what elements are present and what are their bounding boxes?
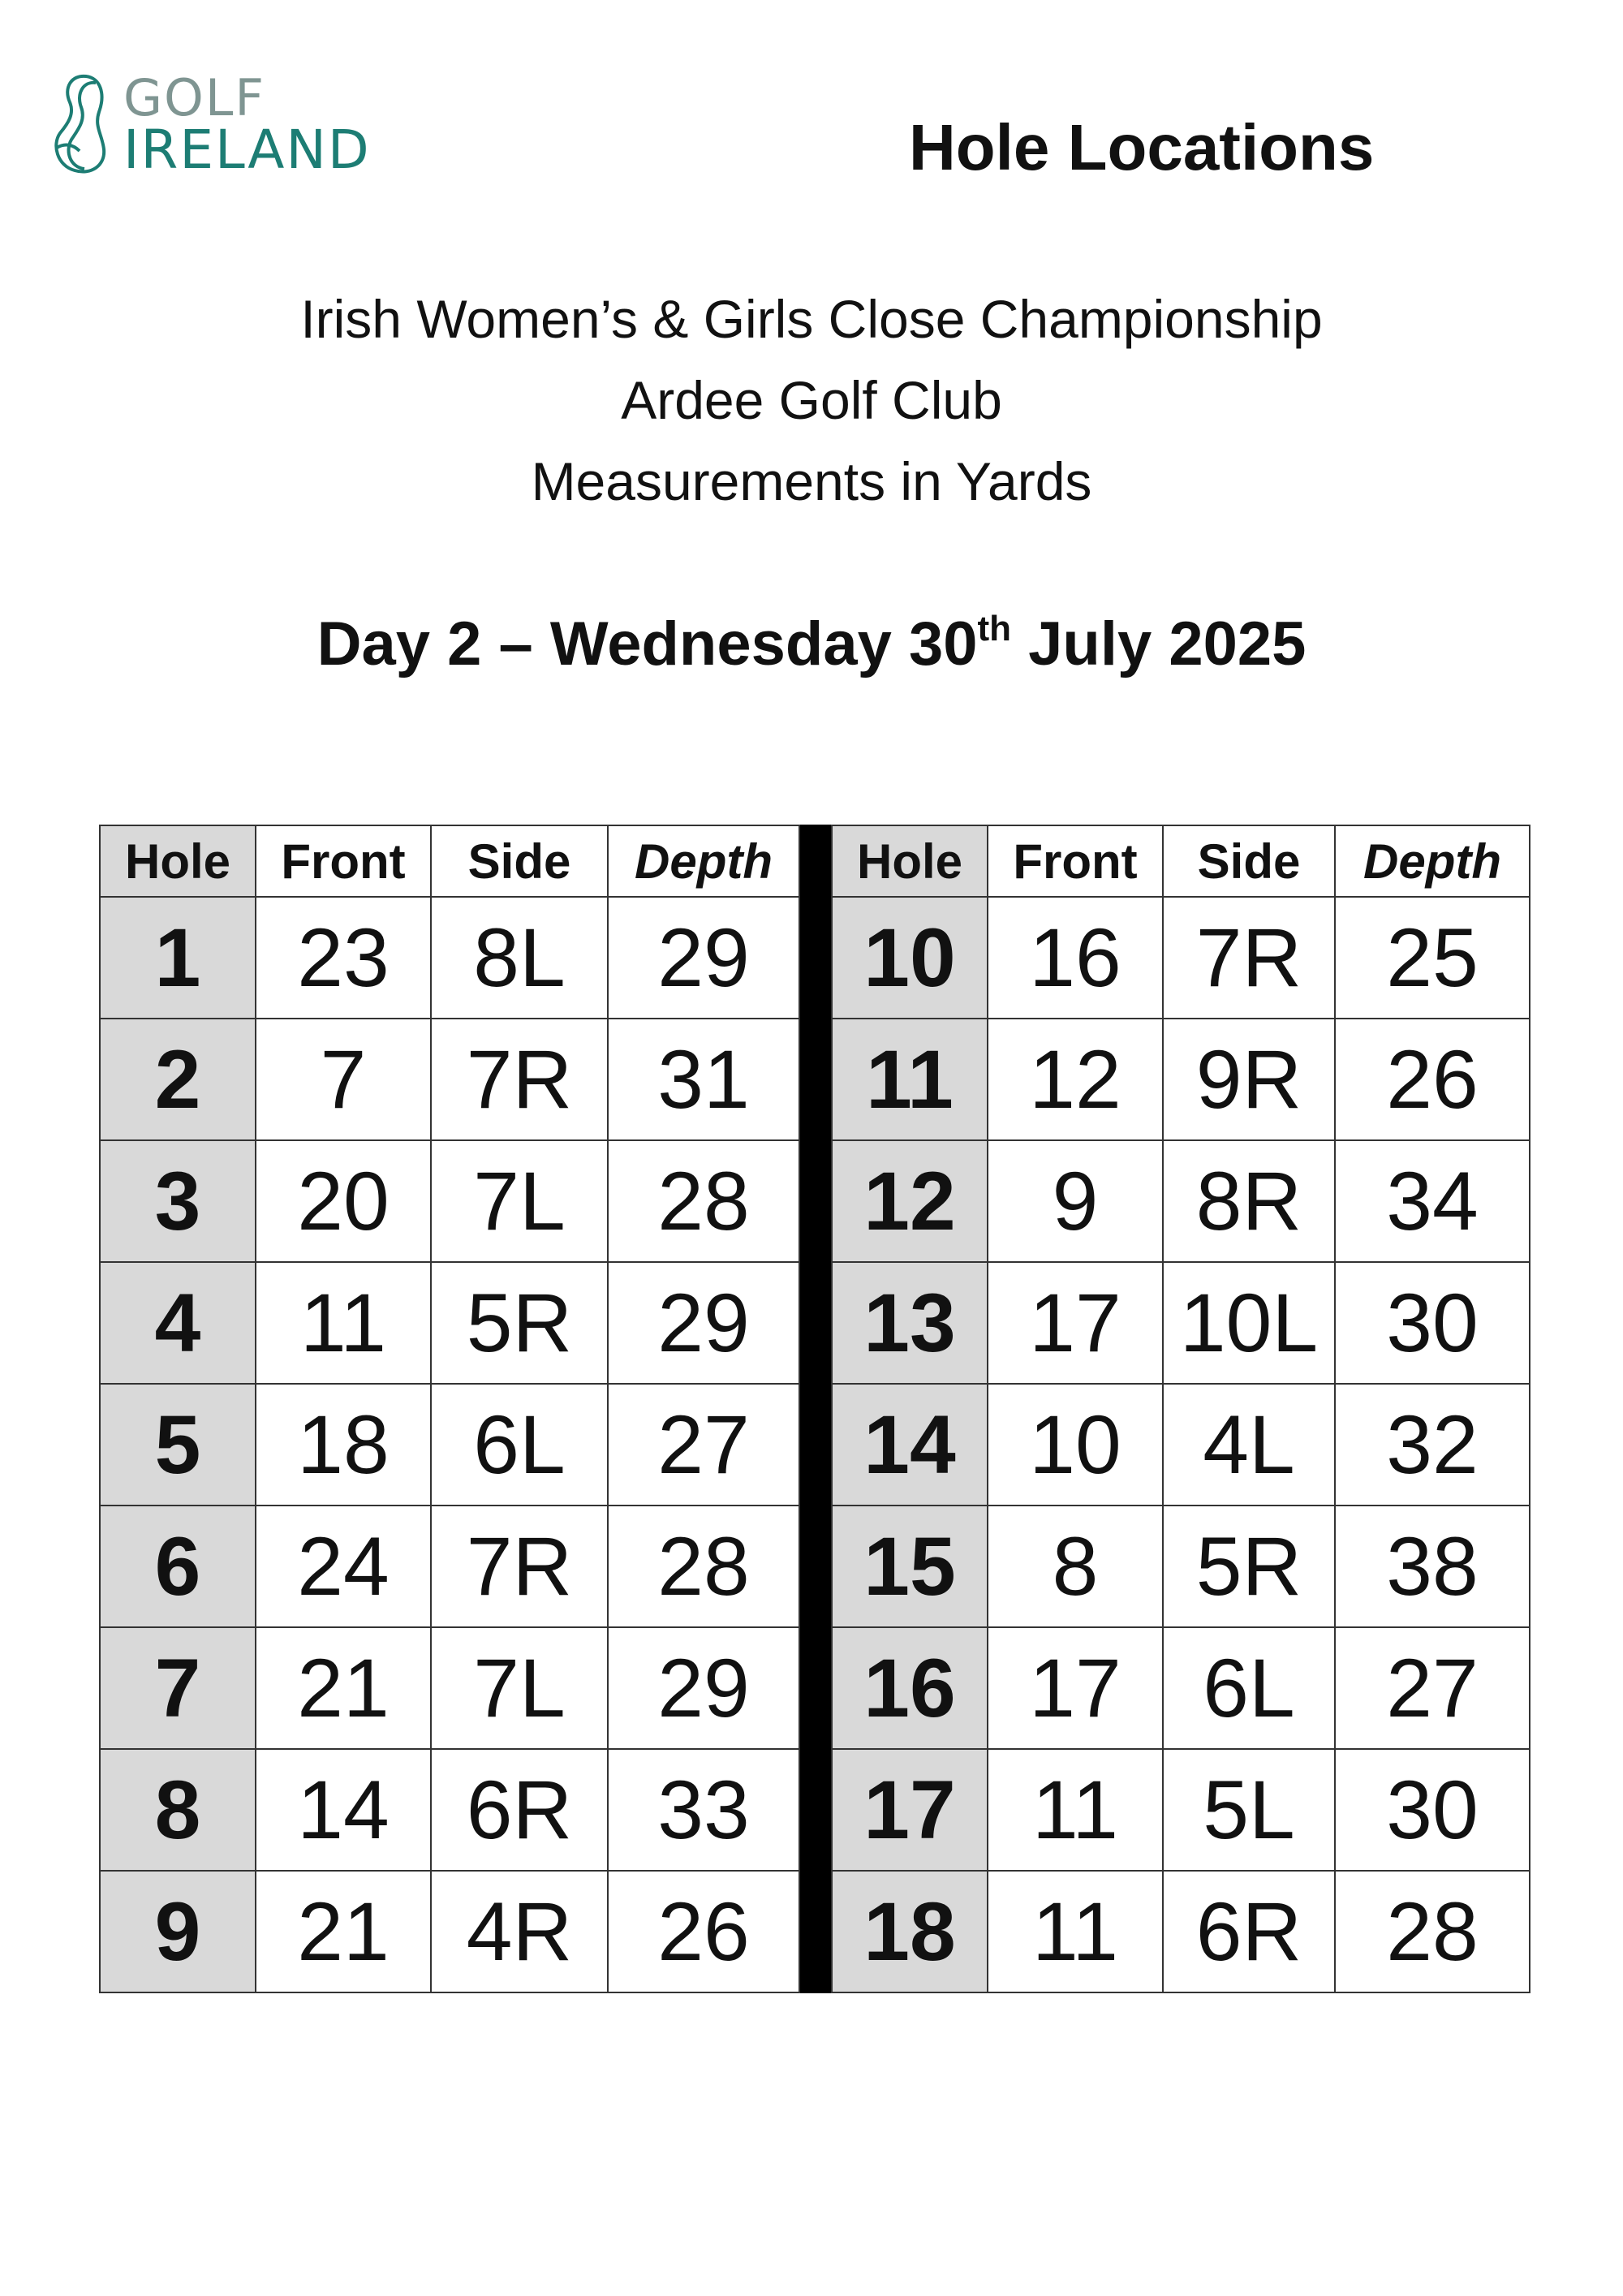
event-name: Irish Women’s & Girls Close Championship: [300, 289, 1323, 349]
front-nine-table: [99, 825, 800, 1993]
front-cell: 8: [988, 1506, 1163, 1627]
depth-cell: 25: [1335, 897, 1530, 1019]
table-header-row: [100, 825, 799, 897]
side-cell: 6R: [1163, 1871, 1335, 1992]
day-heading-prefix: Day 2 – Wednesday 30: [316, 610, 978, 678]
table-row: [100, 897, 799, 1019]
depth-cell: 38: [1335, 1506, 1530, 1627]
table-row: [100, 1262, 799, 1384]
table-row: [100, 1871, 799, 1992]
side-cell: 10L: [1163, 1262, 1335, 1384]
depth-cell: 32: [1335, 1384, 1530, 1506]
side-cell: 4R: [431, 1871, 608, 1992]
front-cell: 17: [988, 1262, 1163, 1384]
front-cell: 11: [988, 1749, 1163, 1871]
table-row: [832, 1262, 1530, 1384]
column-header-front: Front: [988, 825, 1163, 897]
page-title: Hole Locations: [909, 111, 1375, 183]
logo-text-ireland: IRELAND: [123, 118, 371, 181]
front-cell: 11: [988, 1871, 1163, 1992]
depth-cell: 30: [1335, 1262, 1530, 1384]
column-header-side: Side: [431, 825, 608, 897]
column-header-side: Side: [1163, 825, 1335, 897]
depth-cell: 29: [608, 897, 799, 1019]
hole-number-cell: 12: [832, 1140, 988, 1262]
table-row: [832, 897, 1530, 1019]
hole-number-cell: 5: [100, 1384, 256, 1506]
front-cell: 18: [256, 1384, 431, 1506]
table-row: [100, 1627, 799, 1749]
venue-name: Ardee Golf Club: [621, 370, 1002, 430]
side-cell: 9R: [1163, 1019, 1335, 1140]
hole-number-cell: 15: [832, 1506, 988, 1627]
table-row: [100, 1749, 799, 1871]
hole-number-cell: 13: [832, 1262, 988, 1384]
table-row: [832, 1627, 1530, 1749]
depth-cell: 33: [608, 1749, 799, 1871]
table-row: [832, 1384, 1530, 1506]
hole-number-cell: 8: [100, 1749, 256, 1871]
side-cell: 6R: [431, 1749, 608, 1871]
front-cell: 11: [256, 1262, 431, 1384]
day-heading-ordinal: th: [977, 609, 1012, 648]
front-cell: 14: [256, 1749, 431, 1871]
hole-number-cell: 9: [100, 1871, 256, 1992]
front-cell: 12: [988, 1019, 1163, 1140]
depth-cell: 27: [1335, 1627, 1530, 1749]
side-cell: 6L: [431, 1384, 608, 1506]
front-cell: 23: [256, 897, 431, 1019]
depth-cell: 30: [1335, 1749, 1530, 1871]
side-cell: 7L: [431, 1140, 608, 1262]
depth-cell: 28: [1335, 1871, 1530, 1992]
table-header-row: [832, 825, 1530, 897]
side-cell: 7R: [1163, 897, 1335, 1019]
hole-number-cell: 3: [100, 1140, 256, 1262]
front-cell: 24: [256, 1506, 431, 1627]
front-cell: 17: [988, 1627, 1163, 1749]
column-header-front: Front: [256, 825, 431, 897]
side-cell: 7R: [431, 1506, 608, 1627]
side-cell: 5L: [1163, 1749, 1335, 1871]
day-heading: [0, 609, 1623, 679]
table-row: [832, 1506, 1530, 1627]
depth-cell: 28: [608, 1140, 799, 1262]
hole-number-cell: 10: [832, 897, 988, 1019]
side-cell: 5R: [1163, 1506, 1335, 1627]
hole-number-cell: 1: [100, 897, 256, 1019]
table-row: [832, 1140, 1530, 1262]
side-cell: 8L: [431, 897, 608, 1019]
hole-number-cell: 17: [832, 1749, 988, 1871]
depth-cell: 31: [608, 1019, 799, 1140]
hole-number-cell: 18: [832, 1871, 988, 1992]
day-heading-suffix: July 2025: [1011, 610, 1307, 678]
side-cell: 7L: [431, 1627, 608, 1749]
table-row: [100, 1019, 799, 1140]
front-cell: 9: [988, 1140, 1163, 1262]
table-row: [100, 1506, 799, 1627]
table-separator: [800, 825, 831, 1993]
column-header-depth: Depth: [1335, 825, 1530, 897]
front-cell: 21: [256, 1871, 431, 1992]
front-cell: 16: [988, 897, 1163, 1019]
hole-number-cell: 6: [100, 1506, 256, 1627]
table-row: [100, 1140, 799, 1262]
table-row: [832, 1749, 1530, 1871]
side-cell: 6L: [1163, 1627, 1335, 1749]
hole-locations-grid: [99, 825, 1530, 1993]
depth-cell: 27: [608, 1384, 799, 1506]
table-row: [832, 1019, 1530, 1140]
front-cell: 10: [988, 1384, 1163, 1506]
hole-number-cell: 4: [100, 1262, 256, 1384]
front-cell: 21: [256, 1627, 431, 1749]
hole-number-cell: 7: [100, 1627, 256, 1749]
front-cell: 20: [256, 1140, 431, 1262]
table-row: [100, 1384, 799, 1506]
depth-cell: 26: [608, 1871, 799, 1992]
units-note: Measurements in Yards: [531, 451, 1092, 511]
side-cell: 5R: [431, 1262, 608, 1384]
hole-number-cell: 16: [832, 1627, 988, 1749]
column-header-depth: Depth: [608, 825, 799, 897]
golf-ireland-emblem-icon: [49, 70, 122, 183]
column-header-hole: Hole: [832, 825, 988, 897]
depth-cell: 26: [1335, 1019, 1530, 1140]
depth-cell: 29: [608, 1262, 799, 1384]
depth-cell: 29: [608, 1627, 799, 1749]
back-nine-table: [831, 825, 1530, 1993]
hole-number-cell: 11: [832, 1019, 988, 1140]
hole-number-cell: 14: [832, 1384, 988, 1506]
logo-text-golf: GOLF: [123, 68, 266, 127]
side-cell: 7R: [431, 1019, 608, 1140]
depth-cell: 28: [608, 1506, 799, 1627]
column-header-hole: Hole: [100, 825, 256, 897]
front-cell: 7: [256, 1019, 431, 1140]
side-cell: 4L: [1163, 1384, 1335, 1506]
table-row: [832, 1871, 1530, 1992]
golf-ireland-logo: [49, 70, 398, 183]
side-cell: 8R: [1163, 1140, 1335, 1262]
hole-number-cell: 2: [100, 1019, 256, 1140]
depth-cell: 34: [1335, 1140, 1530, 1262]
